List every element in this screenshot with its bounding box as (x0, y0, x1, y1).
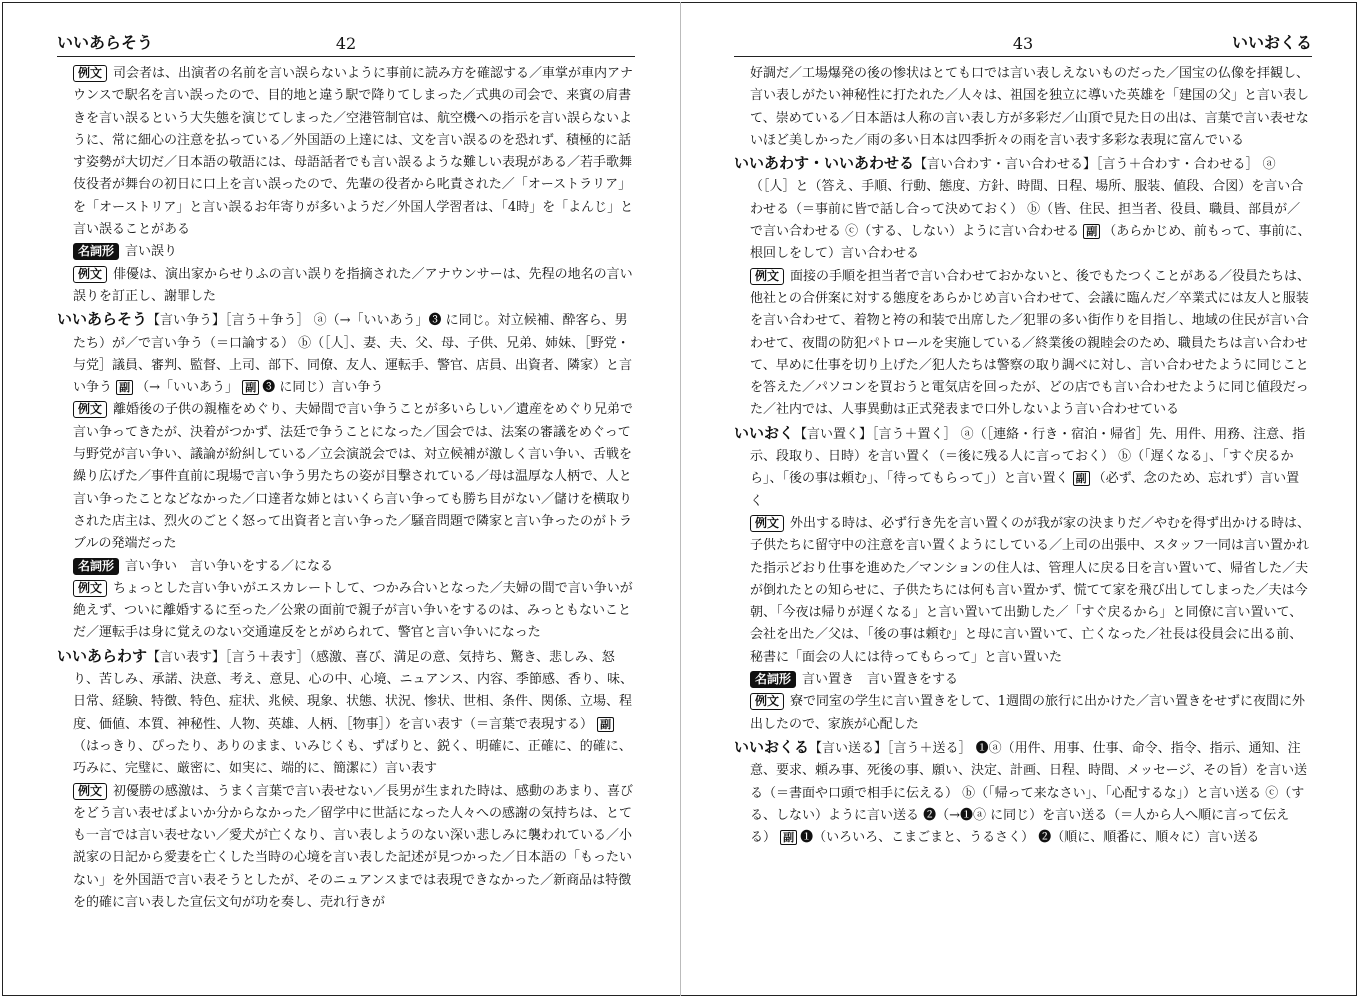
definition-text: 【言い置く】［言う＋置く］ ⓐ（［連絡・行き・宿泊・帰省］先、用件、用務、注意、指示、段取り、日時）を言い置く（＝後に残る人に言っておく） ⓑ（「遅くなる」、「すぐ戻るから」、「後の事は頼む」、「待ってもらって」）と言い置く (750, 426, 1306, 487)
example-text: 寮で同室の学生に言い置きをして、1週間の旅行に出かけた／言い置きをせずに夜間に外出したので、家族が心配した (750, 694, 1306, 732)
example-label: 例文 (73, 65, 107, 82)
example-text: 司会者は、出演者の名前を言い誤らないように事前に読み方を確認する／車掌が車内アナウンスで駅名を言い誤ったので、目的地と違う駅で降りてしまった／式典の司会で、来賓の肩書きを言い誤るという大失態を演じてしまった／空港管制官は、航空機への指示を言い誤らないように、常に細心の注意を払っている／外国語の上達には、文を言い誤るのを恐れず、積極的に話す姿勢が大切だ／日本語の敬語には、母語話者でも言い誤るような難しい表現がある／若手歌舞伎役者が舞台の初日に口上を言い誤ったので、先輩の役者から叱責された／「オーストラリア」を「オーストリア」と言い誤るお年寄りが多いようだ／外国人学習者は、「4時」を「よんじ」と言い誤ることがある (73, 66, 634, 238)
adverb-label: 副 (1083, 224, 1100, 239)
left-page-body (57, 63, 635, 914)
example-text: ちょっとした言い争いがエスカレートして、つかみ合いとなった／夫婦の間で言い争いが絶えず、ついに離婚するに至った／公衆の面前で親子が言い争いをするのは、みっともないことだ／運転手は身に覚えのない交通違反をとがめられて、警官と言い争いになった (73, 580, 633, 641)
example-text: 俳優は、演出家からせりふの言い誤りを指摘された／アナウンサーは、先程の地名の言い誤りを訂正し、謝罪した (73, 266, 633, 304)
example-label: 例文 (73, 266, 107, 283)
example-block (734, 691, 1312, 736)
adverb-text: （→「いいあう」 (136, 380, 239, 396)
book-gutter (680, 2, 681, 996)
definition-text: 【言い送る】［言う＋送る］ ❶ⓐ（用件、用事、仕事、命令、指令、指示、通知、注意、要求、頼み事、死後の事、願い、決定、計画、日程、時間、メッセージ、その旨）を言い送る（＝書面や口頭で相手に伝える） ⓑ（「帰って来なさい」、「心配するな」）と言い送る ⓒ（する、しない）ように言い送る ❷（→❶ⓐ に同じ）を言い送る（＝人から人へ順に言って伝える） (750, 740, 1308, 846)
example-text: 外出する時は、必ず行き先を言い置くのが我が家の決まりだ／やむを得ず出かける時は、子供たちに留守中の注意を言い置くようにしている／上司の出張中、スタッフ一同は言い置かれた指示どおり仕事を進めた／マンションの住人は、管理人に戻る日を言い置いて、帰省した／夫が倒れたとの知らせに、子供たちには何も言い置かず、慌てて家を飛び出してしまった／夫は今朝、「今夜は帰りが遅くなる」と言い置いて出勤した／「すぐ戻るから」と同僚に言い置いて、会社を出た／父は、「後の事は頼む」と母に言い置いて、亡くなった／社長は役員会に出る前、秘書に「面会の人には待ってもらって」と言い置いた (750, 515, 1311, 665)
headword: いいあらそう (57, 310, 148, 329)
example-block (57, 399, 635, 555)
example-block (57, 578, 635, 645)
adverb-label: 副 (1073, 471, 1090, 486)
definition-text: 【言い合わす・言い合わせる】［言う＋合わす・合わせる］ ⓐ（［人］と（答え、手順、行動、態度、方針、時間、日程、場所、服装、値段、合図）を言い合わせる（＝事前に皆で話し合って決めておく） ⓑ（皆、住民、担当者、役員、職員、部員が／で言い合わせる ⓒ（する、しない）ように言い合わせる (750, 157, 1304, 240)
definition-text: 【言い争う】［言う＋争う］ ⓐ（→「いいあう」❸ に同じ。対立候補、酔客ら、男たち）が／で言い争う（＝口論する） ⓑ（［人］、妻、夫、父、母、子供、兄弟、姉妹、［野党・与党］議員、審判、監督、上司、部下、同僚、友人、運転手、警官、店員、出資者、隣家）と言い争う (73, 313, 633, 396)
headword: いいあわす・いいあわせる (734, 154, 915, 173)
noun-form-text: 言い誤り (125, 244, 178, 260)
entry-iiokuru (734, 736, 1312, 849)
example-block (57, 781, 635, 915)
adverb-label: 副 (242, 380, 259, 395)
adverb-label: 副 (597, 717, 614, 732)
noun-form-text: 言い置き 言い置きをする (802, 672, 959, 688)
adverb-label: 副 (116, 380, 133, 395)
noun-form-label: 名詞形 (73, 558, 119, 575)
example-block (57, 63, 635, 241)
example-block (57, 264, 635, 309)
adverb-text: （必ず、念のため、忘れず）言い置く (750, 471, 1300, 509)
noun-form-label: 名詞形 (750, 671, 796, 688)
example-label: 例文 (750, 515, 784, 532)
definition-text: 【言い表す】［言う＋表す］（感激、喜び、満足の意、気持ち、驚き、悲しみ、怒り、苦しみ、承諾、決意、考え、意見、心の中、心境、ニュアンス、内容、季節感、香り、味、日常、経験、特徴、特色、症状、兆候、現象、状態、状況、惨状、世相、条件、関係、立場、程度、価値、本質、神秘性、人物、英雄、人柄、［物事］）を言い表す（＝言葉で表現する） (73, 649, 634, 732)
noun-form-label: 名詞形 (73, 243, 119, 260)
left-page-header (57, 30, 635, 57)
adverb-text: ❸ に同じ）言い争う (262, 380, 384, 396)
example-label: 例文 (73, 401, 107, 418)
example-block (734, 266, 1312, 422)
headword: いいあらわす (57, 646, 148, 665)
example-text: 初優勝の感激は、うまく言葉で言い表せない／長男が生まれた時は、感動のあまり、喜びをどう言い表せばよいか分からなかった／留学中に世話になった人々への感謝の気持ちは、とても一言では言い表せない／愛犬が亡くなり、言い表しようのない深い悲しみに襲われている／小説家の日記から愛妻を亡くした当時の心境を言い表した記述が見つかった／日本語の「もったいない」を外国語で言い表そうとしたが、そのニュアンスまでは表現できなかった／新商品は特徴を的確に言い表した宣伝文句が功を奏し、売れ行きが (73, 783, 634, 910)
example-text: 面接の手順を担当者で言い合わせておかないと、後でもたつくことがある／役員たちは、他社との合併案に対する態度をあらかじめ言い合わせて、会議に臨んだ／卒業式には友人と服装を言い合わせて、着物と袴の和装で出席した／犯罪の多い街作りを目指し、地域の住民が言い合わせて、夜間の防犯パトロールを実施している／終業後の親睦会のため、職員たちは言い合わせて、早めに仕事を切り上げた／犯人たちは警察の取り調べに対し、言い合わせたように同じことを答えた／パソコンを買おうと電気店を回ったが、どの店でも言い合わせたように同じ値段だった／社内では、人事異動は正式発表まで口外しないよう言い合わせている (750, 268, 1311, 418)
example-label: 例文 (750, 693, 784, 710)
example-label: 例文 (750, 268, 784, 285)
noun-form-block (57, 556, 635, 578)
continued-text: 好調だ／工場爆発の後の惨状はとても口では言い表しえないものだった／国宝の仏像を拝観し、言い表しがたい神秘性に打たれた／人々は、祖国を独立に導いた英雄を「建国の父」と言い表して、崇めている／日本語は人称の言い表し方が多彩だ／山頂で見た日の出は、言葉で言い表せないほど美しかった／雨の多い日本は四季折々の雨を言い表す多彩な表現に富んでいる (750, 66, 1310, 148)
adverb-text: （はっきり、ぴったり、ありのまま、いみじくも、ずばりと、鋭く、明確に、正確に、的確に、巧みに、完璧に、厳密に、如実に、端的に、簡潔に）言い表す (73, 738, 632, 777)
right-page (734, 30, 1312, 849)
entry-iiarasou (57, 308, 635, 399)
headword: いいおく (734, 423, 795, 442)
entry-iiarawasu (57, 645, 635, 781)
left-page (57, 30, 635, 914)
example-text: 離婚後の子供の親権をめぐり、夫婦間で言い争うことが多いらしい／遺産をめぐり兄弟で言い争ってきたが、決着がつかず、法廷で争うことになった／国会では、法案の審議をめぐって与野党が言い争い、議論が紛糾している／立会演説会では、対立候補が激しく言い争い、舌戦を繰り広げた／事件直前に現場で言い争う男たちの姿が目撃されている／母は温厚な人柄で、人と言い争ったことなどなかった／口達者な姉とはいくら言い争っても勝ち目がない／儲けを横取りされた店主は、烈火のごとく怒って出資者と言い争った／騒音問題で隣家と言い争ったのがトラブルの発端だった (73, 402, 634, 552)
adverb-label: 副 (780, 830, 797, 845)
headword: いいおくる (734, 737, 810, 756)
noun-form-block (734, 669, 1312, 691)
noun-form-block (57, 241, 635, 263)
entry-iiawasu (734, 152, 1312, 265)
example-label: 例文 (73, 783, 107, 800)
entry-iioku (734, 422, 1312, 513)
right-page-number: 43 (1012, 34, 1034, 53)
left-header-word: いいあらそう (57, 33, 154, 52)
right-page-header (734, 30, 1312, 57)
noun-form-text: 言い争い 言い争いをする／になる (125, 558, 334, 574)
right-header-word: いいおくる (1231, 33, 1312, 52)
adverb-text: （あらかじめ、前もって、事前に、根回しをして）言い合わせる (750, 224, 1311, 262)
adverb-text: ❶（いろいろ、こまごまと、うるさく） ❷（順に、順番に、順々に）言い送る (800, 830, 1260, 846)
left-page-number: 42 (335, 34, 357, 53)
example-block (734, 513, 1312, 669)
example-label: 例文 (73, 580, 107, 597)
right-page-body (734, 63, 1312, 849)
